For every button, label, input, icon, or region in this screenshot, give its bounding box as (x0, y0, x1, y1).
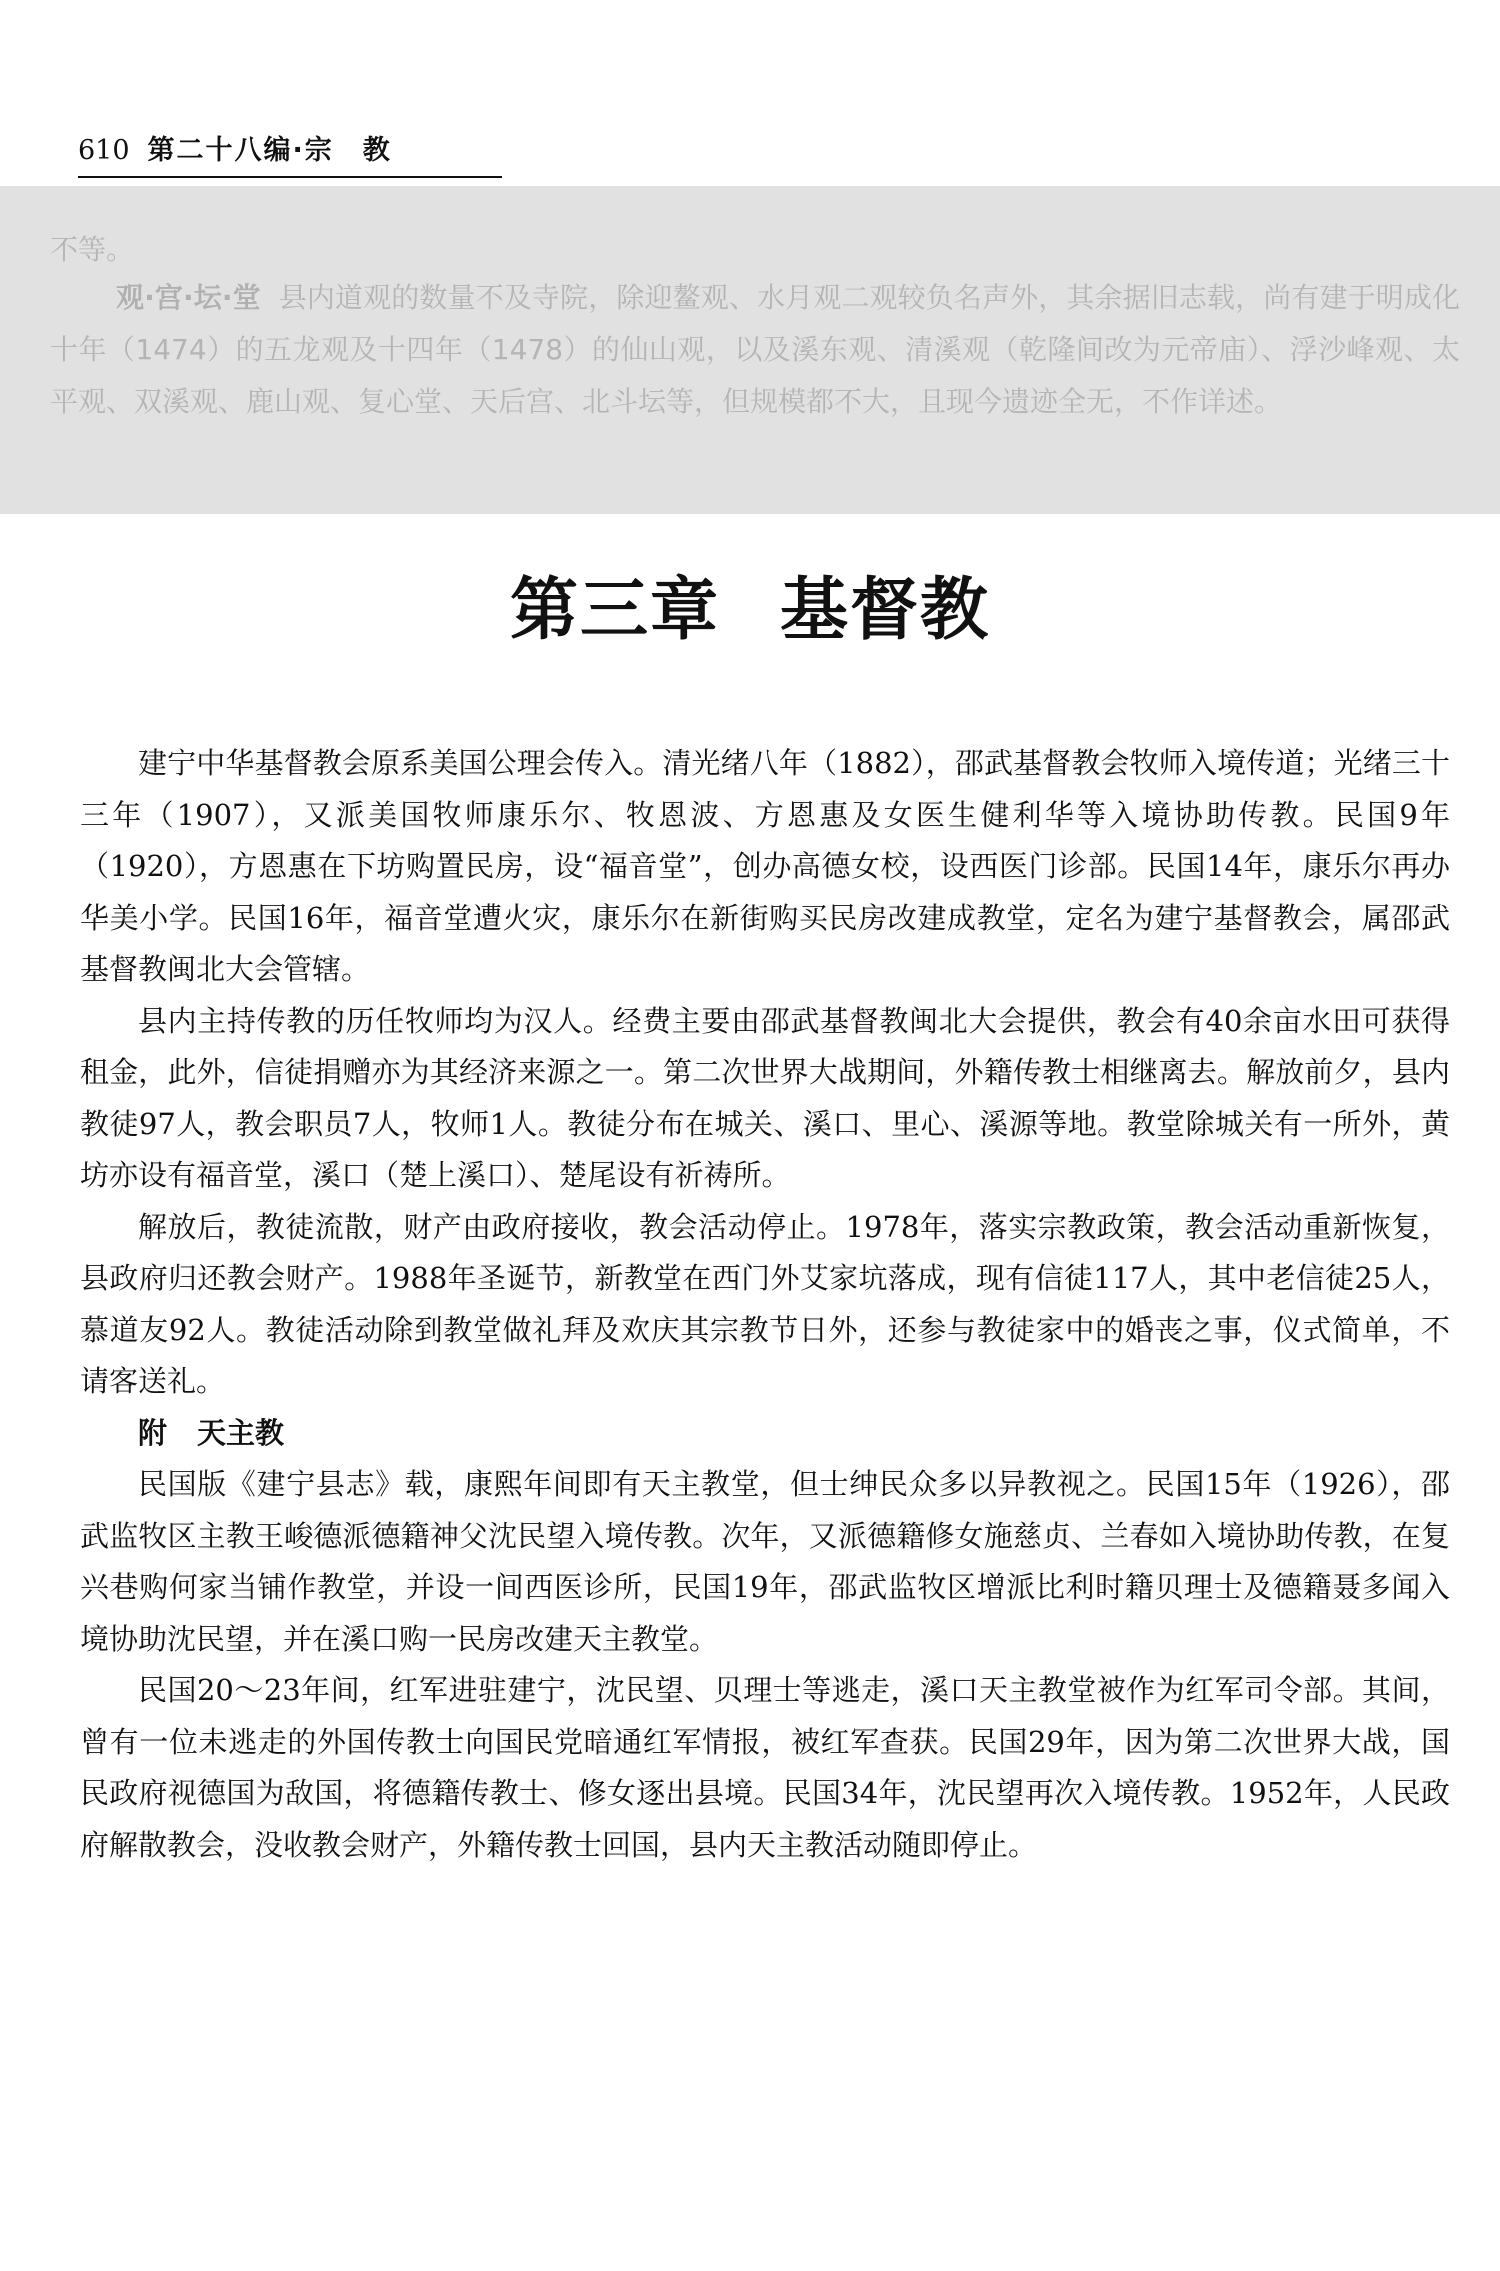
running-title: 第二十八编·宗 教 (147, 135, 392, 166)
paragraph-5: 民国20～23年间，红军进驻建宁，沈民望、贝理士等逃走，溪口天主教堂被作为红军司令部。其间，曾有一位未逃走的外国传教士向国民党暗通红军情报，被红军查获。民国29年，因为第二次世界大战，国民政府视德国为敌国，将德籍传教士、修女逐出县境。民国34年，沈民望再次入境传教。1952年，人民政府解散教会，没收教会财产，外籍传教士回国，县内天主教活动随即停止。 (80, 1673, 1450, 1862)
chapter-body (80, 738, 1450, 1871)
paragraph-3: 解放后，教徒流散，财产由政府接收，教会活动停止。1978年，落实宗教政策，教会活动重新恢复，县政府归还教会财产。1988年圣诞节，新教堂在西门外艾家坑落成，现有信徒117人，其中老信徒25人，慕道友92人。教徒活动除到教堂做礼拜及欢庆其宗教节日外，还参与教徒家中的婚丧之事，仪式简单，不请客送礼。 (80, 1209, 1450, 1398)
paragraph-4: 民国版《建宁县志》载，康熙年间即有天主教堂，但士绅民众多以异教视之。民国15年（1926），邵武监牧区主教王峻德派德籍神父沈民望入境传教。次年，又派德籍修女施慈贞、兰春如入境协助传教，在复兴巷购何家当铺作教堂，并设一间西医诊所，民国19年，邵武监牧区增派比利时籍贝理士及德籍聂多闻入境协助沈民望，并在溪口购一民房改建天主教堂。 (80, 1467, 1450, 1656)
chapter-title (0, 566, 1500, 656)
chapter-number: 第三章 (509, 571, 720, 650)
paragraph-2: 县内主持传教的历任牧师均为汉人。经费主要由邵武基督教闽北大会提供，教会有40余亩水田可获得租金，此外，信徒捐赠亦为其经济来源之一。第二次世界大战期间，外籍传教士相继离去。解放前夕，县内教徒97人，教会职员7人，牧师1人。教徒分布在城关、溪口、里心、溪源等地。教堂除城关有一所外，黄坊亦设有福音堂，溪口（楚上溪口）、楚尾设有祈祷所。 (80, 1003, 1450, 1192)
subsection-prefix: 附 (138, 1415, 168, 1450)
faded-paragraph (50, 272, 1460, 428)
subsection-heading (80, 1408, 1450, 1460)
faded-line-1: 不等。 (50, 233, 135, 266)
chapter-name: 基督教 (780, 571, 991, 650)
page-number: 610 (78, 135, 130, 166)
paragraph-1: 建宁中华基督教会原系美国公理会传入。清光绪八年（1882），邵武基督教会牧师入境传道；光绪三十三年（1907），又派美国牧师康乐尔、牧恩波、方恩惠及女医生健利华等入境协助传教。民国9年（1920），方恩惠在下坊购置民房，设“福音堂”，创办高德女校，设西医门诊部。民国14年，康乐尔再办华美小学。民国16年，福音堂遭火灾，康乐尔在新街购买民房改建成教堂，定名为建宁基督教会，属邵武基督教闽北大会管辖。 (80, 746, 1450, 986)
faded-section-heading: 观·宫·坛·堂 (116, 281, 261, 314)
faded-section-text: 县内道观的数量不及寺院，除迎鳌观、水月观二观较负名声外，其余据旧志载，尚有建于明成化十年（1474）的五龙观及十四年（1478）的仙山观，以及溪东观、清溪观（乾隆间改为元帝庙）、浮沙峰观、太平观、双溪观、鹿山观、复心堂、天后宫、北斗坛等，但规模都不大，且现今遗迹全无，不作详述。 (50, 281, 1460, 418)
subsection-title: 天主教 (197, 1415, 285, 1450)
page-header (78, 132, 502, 178)
